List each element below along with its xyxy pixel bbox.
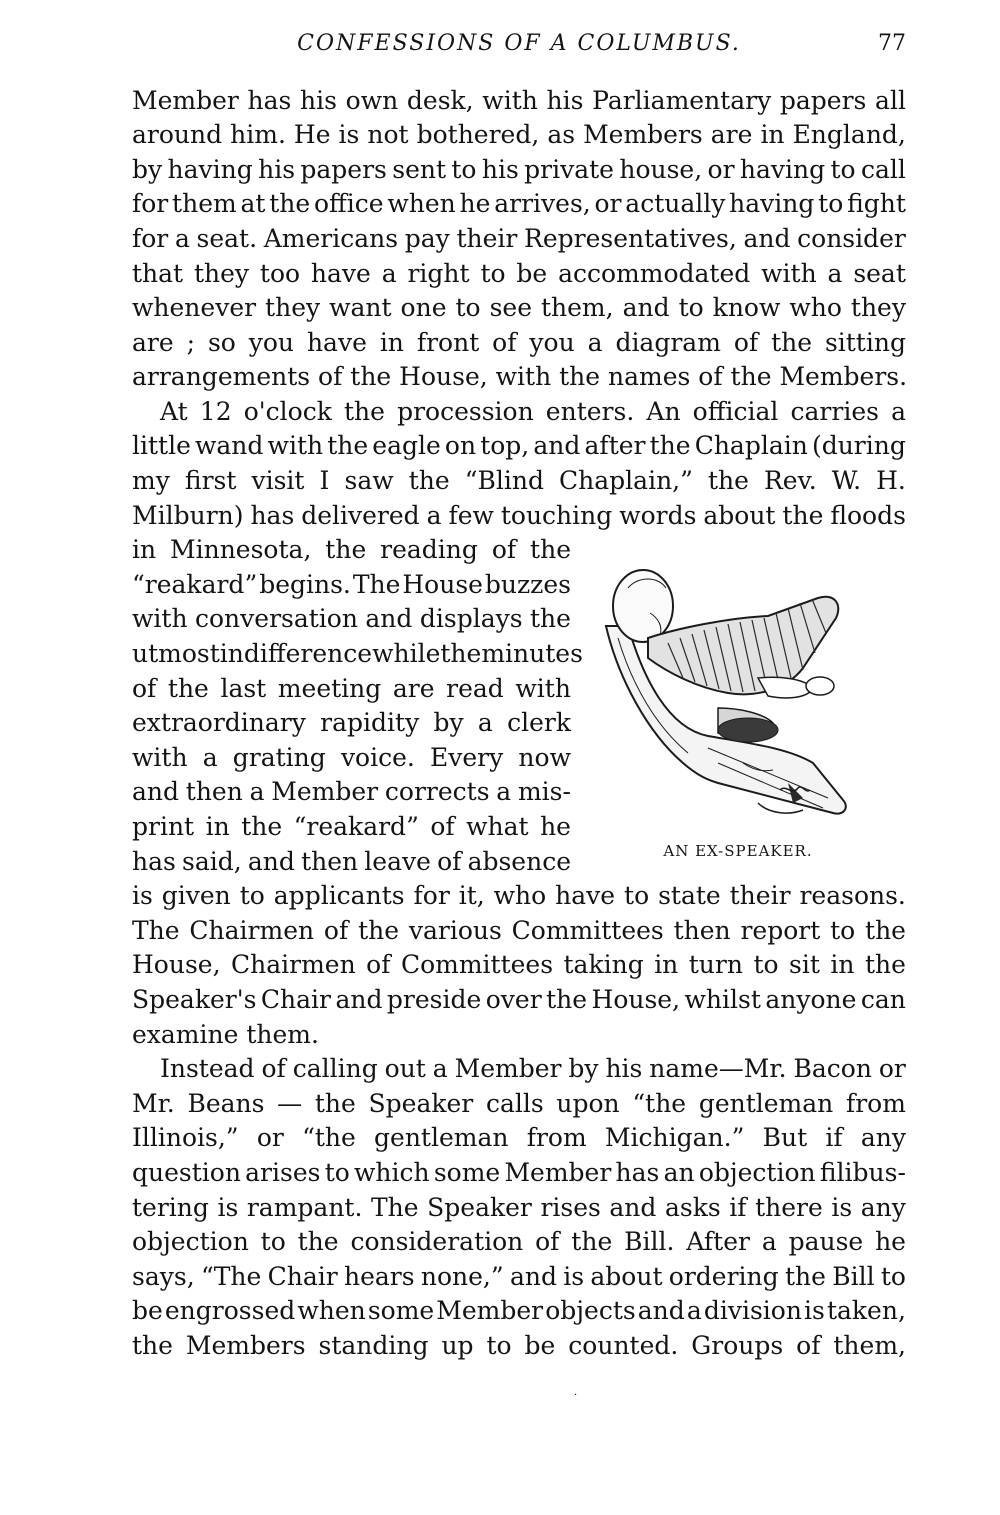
text-line: is given to applicants for it, who have to state their reasons.: [132, 881, 906, 910]
text-line: be engrossed when some Member objects and a division is taken,: [132, 1296, 906, 1325]
page-number: 77: [878, 31, 906, 56]
text-line: question arises to which some Member has an objection filibus-: [132, 1158, 906, 1187]
text-line: arrangements of the House, with the names of the Members.: [132, 362, 908, 391]
text-line: print in the “reakard” of what he: [132, 812, 571, 841]
text-line: whenever they want one to see them, and to know who they: [132, 293, 906, 322]
text-line: says, “The Chair hears none,” and is about ordering the Bill to: [132, 1262, 906, 1291]
text-line: around him. He is not bothered, as Members are in England,: [132, 120, 906, 149]
text-line: Instead of calling out a Member by his name—Mr. Bacon or: [160, 1054, 906, 1083]
text-line: little wand with the eagle on top, and after the Chaplain (during: [132, 431, 906, 460]
text-line: by having his papers sent to his private house, or having to call: [132, 155, 906, 184]
printer-mark: ·: [574, 1390, 578, 1401]
text-line: Illinois,” or “the gentleman from Michigan.” But if any: [132, 1123, 906, 1152]
text-line: has said, and then leave of absence: [132, 847, 571, 876]
text-line: are ; so you have in front of you a diagram of the sitting: [132, 328, 906, 357]
text-line: for them at the office when he arrives, or actually having to fight: [132, 189, 906, 218]
text-line: extraordinary rapidity by a clerk: [132, 708, 571, 737]
figure-caption: AN EX-SPEAKER.: [663, 842, 813, 860]
text-line: At 12 o'clock the procession enters. An official carries a: [160, 397, 906, 426]
text-line: my first visit I saw the “Blind Chaplain,” the Rev. W. H.: [132, 466, 906, 495]
text-line: House, Chairmen of Committees taking in turn to sit in the: [132, 950, 906, 979]
page-header: [132, 28, 906, 60]
text-line: the Members standing up to be counted. Groups of them,: [132, 1331, 906, 1360]
text-line: in Minnesota, the reading of the: [132, 535, 571, 564]
text-line: Milburn) has delivered a few touching words about the floods: [132, 501, 906, 530]
text-line: tering is rampant. The Speaker rises and asks if there is any: [132, 1193, 906, 1222]
text-line: Speaker's Chair and preside over the House, whilst anyone can: [132, 985, 906, 1014]
text-line: with conversation and displays the: [132, 604, 571, 633]
text-line: Member has his own desk, with his Parliamentary papers all: [132, 86, 906, 115]
text-line: for a seat. Americans pay their Representatives, and consider: [132, 224, 906, 253]
text-line: The Chairmen of the various Committees then report to the: [132, 916, 906, 945]
text-line: utmost indifference while the minutes: [132, 639, 583, 668]
running-title: CONFESSIONS OF A COLUMBUS.: [297, 31, 741, 56]
text-line: and then a Member corrects a mis-: [132, 777, 571, 806]
text-line: of the last meeting are read with: [132, 674, 571, 703]
text-line: “reakard” begins. The House buzzes: [132, 570, 571, 599]
text-line: with a grating voice. Every now: [132, 743, 571, 772]
text-line: that they too have a right to be accommodated with a seat: [132, 259, 906, 288]
ex-speaker-illustration: [588, 558, 888, 868]
text-line: examine them.: [132, 1020, 319, 1049]
reclining-speaker-engraving: [588, 558, 888, 838]
text-line: objection to the consideration of the Bill. After a pause he: [132, 1227, 906, 1256]
text-line: Mr. Beans — the Speaker calls upon “the gentleman from: [132, 1089, 906, 1118]
